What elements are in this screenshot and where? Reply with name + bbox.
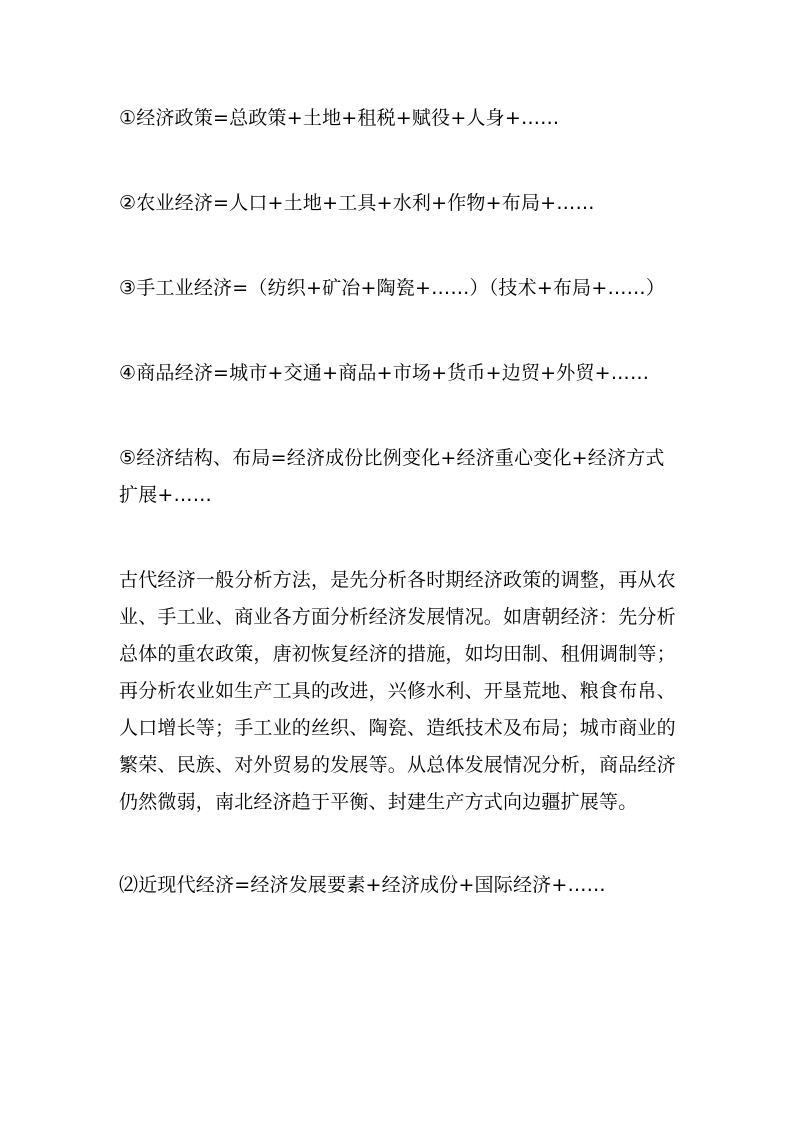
formula-commodity-economy: ④商品经济=城市+交通+商品+市场+货币+边贸+外贸+……	[119, 362, 650, 384]
formula-handicraft-economy: ③手工业经济=（纺织+矿冶+陶瓷+……）（技术+布局+……）	[119, 277, 666, 299]
analysis-method-paragraph: 古代经济一般分析方法，是先分析各时期经济政策的调整，再从农业、手工业、商业各方面分析经济发展情况。如唐朝经济：先分析总体的重农政策，唐初恢复经济的措施，如均田制、租佣调制等；再分析农业如生产工具的改进，兴修水利、开垦荒地、粮食布帛、人口增长等；手工业的丝织、陶瓷、造纸技术及布局；城市商业的繁荣、民族、对外贸易的发展等。从总体发展情况分析，商品经济仍然微弱，南北经济趋于平衡、封建生产方式向边疆扩展等。	[119, 569, 676, 813]
formula-modern-economy: ⑵近现代经济=经济发展要素+经济成份+国际经济+……	[119, 874, 606, 896]
formula-agricultural-economy: ②农业经济=人口+土地+工具+水利+作物+布局+……	[119, 192, 595, 214]
formula-economic-structure: ⑤经济结构、布局=经济成份比例变化+经济重心变化+经济方式扩展+……	[119, 447, 665, 506]
formula-economic-policy: ①经济政策=总政策+土地+租税+赋役+人身+……	[119, 107, 560, 129]
document-body	[119, 100, 679, 904]
